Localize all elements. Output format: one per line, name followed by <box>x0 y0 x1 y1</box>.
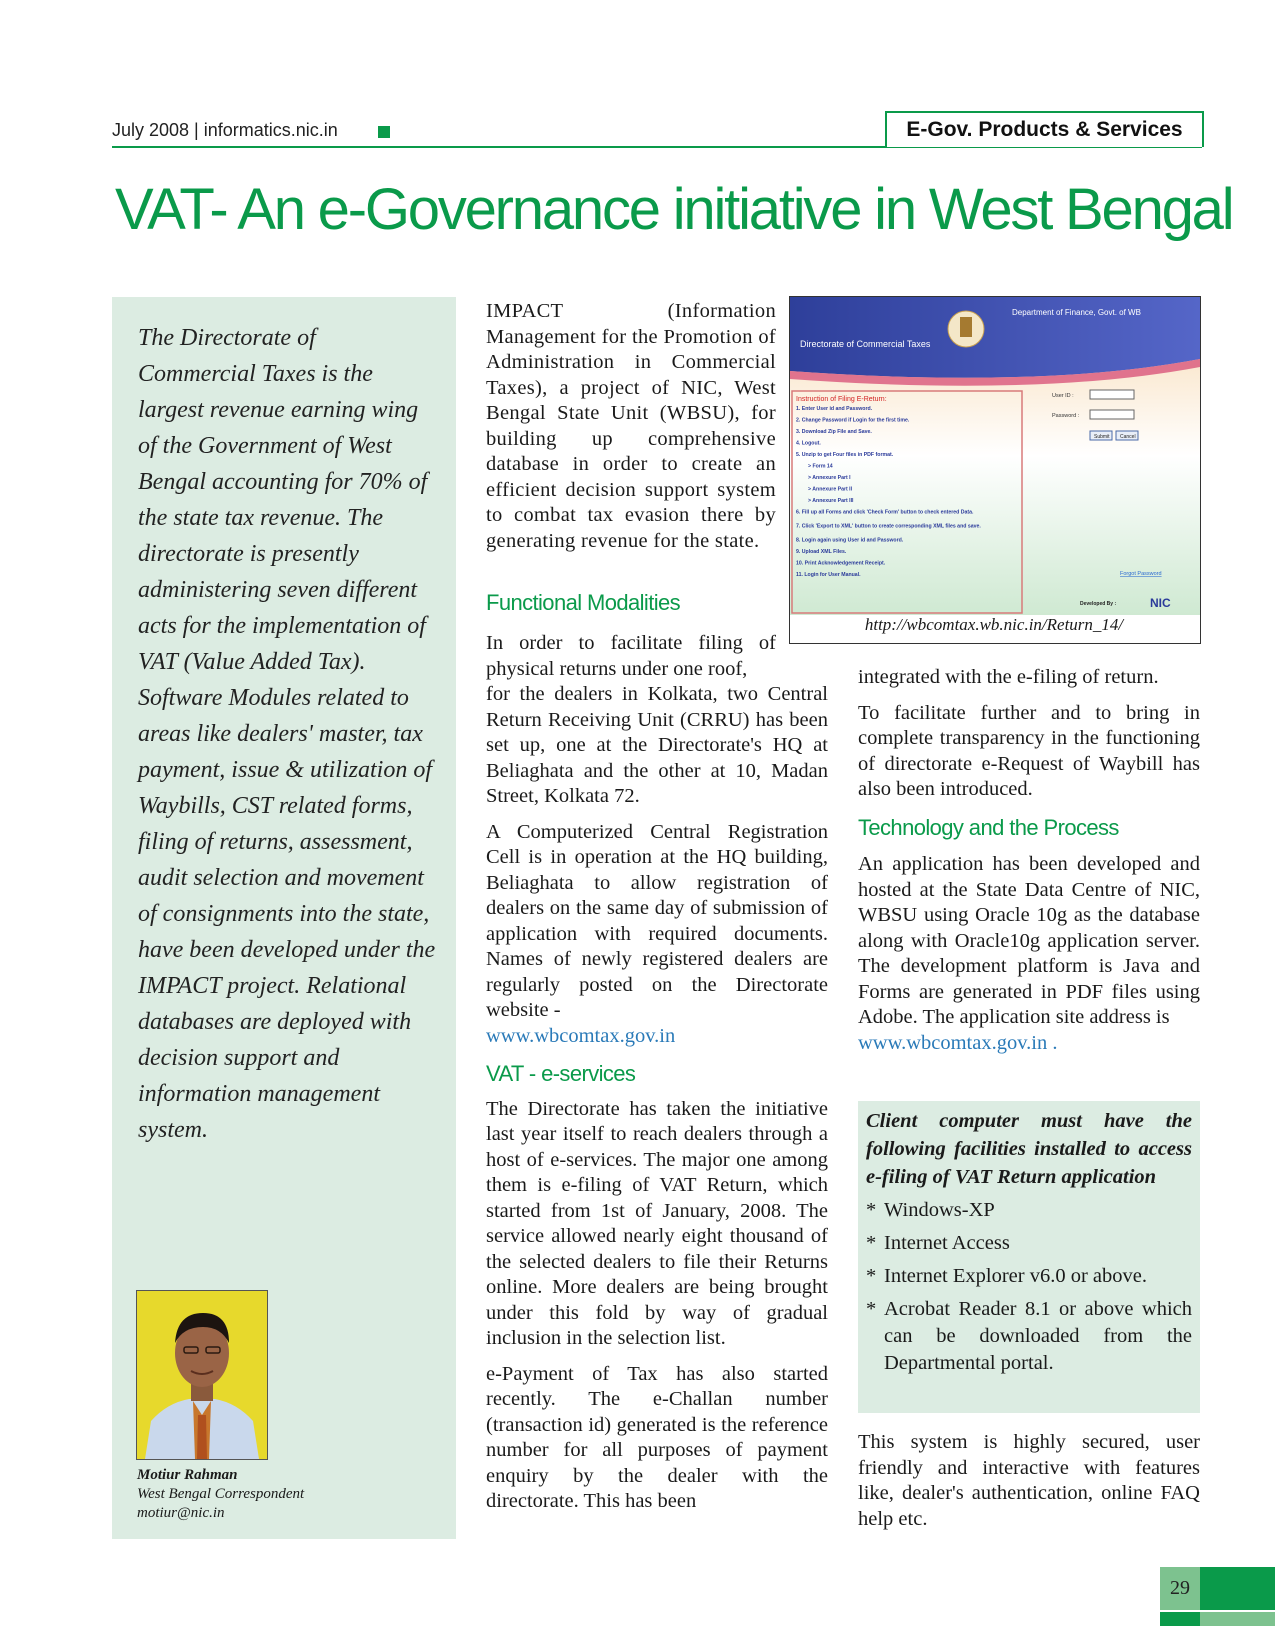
shot-userid-label: User ID : <box>1052 393 1074 399</box>
shot-step: > Annexure Part III <box>808 498 854 504</box>
shot-cancel-label: Cancel <box>1120 434 1136 440</box>
website-link[interactable]: www.wbcomtax.gov.in <box>486 1024 676 1047</box>
portal-screenshot-icon <box>790 297 1200 615</box>
requirement-item <box>866 1230 1192 1257</box>
sidebar-summary: The Directorate of Commercial Taxes is the largest revenue earning wing of the Government of West Bengal accounting for 70% of the state tax revenue. The directorate is presently administering seven different acts for the implementation of VAT (Value Added Tax). Software Modules related to areas like dealers' master, tax payment, issue & utilization of Waybills, CST related forms, filing of returns, assessment, audit selection and movement of consignments into the state, have been developed under the IMPACT project. Relational databases are deployed with decision support and information management system. <box>138 325 436 1143</box>
shot-nic-logo: NIC <box>1150 596 1171 610</box>
page-corner-block <box>1200 1567 1275 1610</box>
intro-paragraph <box>486 299 776 554</box>
shot-step: 7. Click 'Export to XML' button to create corresponding XML files and save. <box>796 523 981 530</box>
eservices-p2: e-Payment of Tax has also started recently. The e-Challan number (transaction id) generated is the reference number for all purposes of payment enquiry by the dealer with the directorate. This has been <box>486 1362 828 1512</box>
author-role: West Bengal Correspondent <box>137 1486 305 1502</box>
shot-password-label: Password : <box>1052 413 1080 419</box>
requirement-item <box>866 1197 1192 1224</box>
right-p3: An application has been developed and hosted at the State Data Centre of NIC, WBSU using Oracle 10g as the database along with Oracle10g application server. The development platform is Java and Forms are generated in PDF files using Adobe. The application site address is <box>858 853 1200 1028</box>
functional-p1a: In order to facilitate filing of physical returns under one roof, <box>486 632 776 680</box>
issue-info: July 2008 | informatics.nic.in <box>112 120 338 140</box>
shot-directorate: Directorate of Commercial Taxes <box>800 339 931 349</box>
header-square-icon <box>378 126 390 138</box>
shot-step: > Annexure Part I <box>808 475 851 481</box>
page-corner-bar <box>1160 1612 1200 1626</box>
shot-submit-label: Submit <box>1094 434 1110 440</box>
shot-step: 6. Fill up all Forms and click 'Check Form' button to check entered Data. <box>796 509 974 516</box>
page-number: 29 <box>1160 1567 1200 1610</box>
shot-step: > Annexure Part II <box>808 486 853 493</box>
requirement-text: Internet Explorer v6.0 or above. <box>884 1265 1147 1287</box>
screenshot-figure <box>789 296 1201 644</box>
author-portrait-icon <box>137 1291 267 1459</box>
bullet-star-icon: * <box>866 1232 877 1254</box>
right-column <box>858 665 1200 1056</box>
tech-heading: Technology and the Process <box>858 814 1119 840</box>
requirement-text: Acrobat Reader 8.1 or above which can be downloaded from the Departmental portal. <box>884 1298 1192 1374</box>
requirement-item <box>866 1296 1192 1377</box>
intro-text: IMPACT (Information Management for the Promotion of Administration in Commercial Taxes), a project of NIC, West Bengal State Unit (WBSU), for building up comprehensive database in order to create an efficient decision support system to combat tax evasion there by generating revenue for the state. <box>486 300 776 552</box>
author-name: Motiur Rahman <box>137 1467 238 1483</box>
page-title: VAT- An e-Governance initiative in West Bengal <box>115 177 1233 242</box>
requirement-text: Windows-XP <box>884 1199 995 1221</box>
functional-p2: A Computerized Central Registration Cell is in operation at the HQ building, Beliaghata to allow registration of dealers on the same day of submission of application with required documents. Names of newly registered dealers are regularly posted on the Directorate website - <box>486 820 828 1021</box>
site-link[interactable]: www.wbcomtax.gov.in . <box>858 1031 1058 1054</box>
closing-paragraph: This system is highly secured, user friendly and interactive with features like, dealer's authentication, online FAQ help etc. <box>858 1431 1200 1530</box>
shot-step: 1. Enter User id and Password. <box>796 406 873 412</box>
bullet-star-icon: * <box>866 1298 877 1320</box>
shot-instructions-title: Instruction of Filing E-Return: <box>796 396 887 403</box>
functional-body <box>486 682 828 1515</box>
functional-p1b: for the dealers in Kolkata, two Central Return Receiving Unit (CRRU) has been set up, one at the Directorate's HQ at Beliaghata and the other at 10, Madan Street, Kolkata 72. <box>486 683 828 807</box>
bullet-star-icon: * <box>866 1199 877 1221</box>
requirement-item <box>866 1263 1192 1290</box>
shot-step: 5. Unzip to get Four files in PDF format. <box>796 452 894 458</box>
shot-step: 4. Logout. <box>796 440 821 447</box>
requirements-heading: Client computer must have the following facilities installed to access e-filing of VAT Return application <box>866 1110 1192 1188</box>
bullet-star-icon: * <box>866 1265 877 1287</box>
shot-step: > Form 14 <box>808 463 833 470</box>
functional-heading: Functional Modalities <box>486 590 681 615</box>
eservices-heading: VAT - e-services <box>486 1061 636 1086</box>
shot-step: 3. Download Zip File and Save. <box>796 429 872 435</box>
section-label: E-Gov. Products & Services <box>885 111 1204 147</box>
right-p1: integrated with the e-filing of return. <box>858 666 1159 688</box>
page-corner-bar <box>1200 1612 1275 1626</box>
eservices-p1: The Directorate has taken the initiative last year itself to reach dealers through a host of e-services. The major one among them is e-filing of VAT Return, which started from 1st of January, 2008. The service allowed nearly eight thousand of the selected dealers to file their Returns online. More dealers are being brought under this fold by way of gradual inclusion in the selection list. <box>486 1097 828 1349</box>
shot-password-input[interactable] <box>1090 410 1134 419</box>
shot-dept: Department of Finance, Govt. of WB <box>1012 308 1141 317</box>
shot-forgot-link: Forgot Password <box>1120 571 1162 577</box>
author-photo <box>136 1290 268 1460</box>
right-p2: To facilitate further and to bring in complete transparency in the functioning of directorate e-Request of Waybill has also been introduced. <box>858 701 1200 800</box>
requirement-text: Internet Access <box>884 1232 1010 1254</box>
screenshot-caption: http://wbcomtax.wb.nic.in/Return_14/ <box>864 615 1124 634</box>
shot-developed-by: Developed By : <box>1080 601 1117 607</box>
shot-step: 8. Login again using User id and Password. <box>796 537 904 544</box>
shot-step: 2. Change Password if Login for the first time. <box>796 417 910 424</box>
requirements-content <box>866 1107 1192 1383</box>
author-email: motiur@nic.in <box>137 1505 225 1521</box>
shot-step: 9. Upload XML Files. <box>796 549 847 555</box>
shot-step: 10. Print Acknowledgement Receipt. <box>796 560 886 567</box>
shot-step: 11. Login for User Manual. <box>796 572 861 578</box>
shot-userid-input[interactable] <box>1090 390 1134 399</box>
requirements-list <box>866 1197 1192 1377</box>
